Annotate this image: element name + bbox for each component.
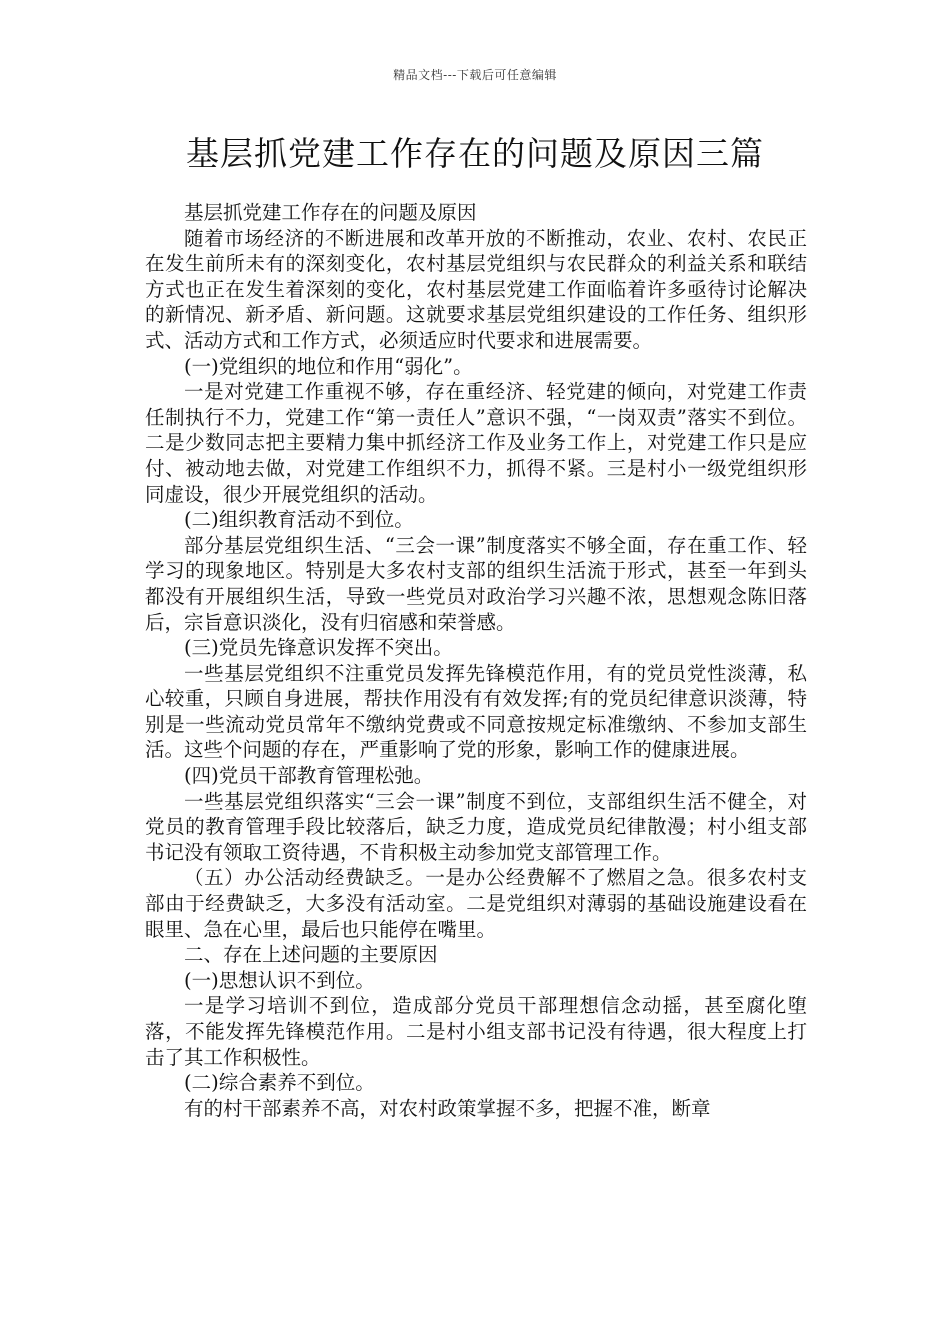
section-heading: (三)党员先锋意识发挥不突出。 bbox=[184, 636, 453, 660]
section-heading: (一)党组织的地位和作用“弱化”。 bbox=[184, 354, 473, 378]
section-heading: 二、存在上述问题的主要原因 bbox=[184, 943, 438, 967]
document-title: 基层抓党建工作存在的问题及原因三篇 bbox=[186, 134, 764, 173]
body-paragraph: （五）办公活动经费缺乏。一是办公经费解不了燃眉之急。很多农村支部由于经费缺乏，大多没有活动室。二是党组织对薄弱的基础设施建设看在眼里、急在心里，最后也只能停在嘴里。 bbox=[145, 866, 807, 941]
section-heading: (一)思想认识不到位。 bbox=[184, 968, 375, 992]
body-paragraph: 一些基层党组织不注重党员发挥先锋模范作用，有的党员党性淡薄，私心较重，只顾自身进展，帮扶作用没有有效发挥;有的党员纪律意识淡薄，特别是一些流动党员常年不缴纳党费或不同意按规定标准缴纳、不参加支部生活。这些个问题的存在，严重影响了党的形象，影响工作的健康进展。 bbox=[145, 661, 807, 762]
page-header-note: 精品文档---下载后可任意编辑 bbox=[393, 68, 557, 82]
body-paragraph: 一是对党建工作重视不够，存在重经济、轻党建的倾向，对党建工作责任制执行不力，党建工作“第一责任人”意识不强，“一岗双责”落实不到位。二是少数同志把主要精力集中抓经济工作及业务工作上，对党建工作只是应付、被动地去做，对党建工作组织不力，抓得不紧。三是村小一级党组织形同虚设，很少开展党组织的活动。 bbox=[145, 380, 807, 506]
body-paragraph: 部分基层党组织生活、“三会一课”制度落实不够全面，存在重工作、轻学习的现象地区。特别是大多农村支部的组织生活流于形式，甚至一年到头都没有开展组织生活，导致一些党员对政治学习兴趣不浓，思想观念陈旧落后，宗旨意识淡化，没有归宿感和荣誉感。 bbox=[145, 533, 807, 634]
body-paragraph: 有的村干部素养不高，对农村政策掌握不多，把握不准，断章 bbox=[184, 1096, 711, 1120]
body-paragraph: 随着市场经济的不断进展和改革开放的不断推动，农业、农村、农民正在发生前所未有的深刻变化，农村基层党组织与农民群众的利益关系和联结方式也正在发生着深刻的变化，农村基层党建工作面临着许多亟待讨论解决的新情况、新矛盾、新问题。这就要求基层党组织建设的工作任务、组织形式、活动方式和工作方式，必须适应时代要求和进展需要。 bbox=[145, 226, 807, 352]
body-paragraph: 一是学习培训不到位，造成部分党员干部理想信念动摇，甚至腐化堕落，不能发挥先锋模范作用。二是村小组支部书记没有待遇，很大程度上打击了其工作积极性。 bbox=[145, 994, 807, 1069]
document-body bbox=[145, 200, 807, 1121]
body-paragraph: 基层抓党建工作存在的问题及原因 bbox=[184, 201, 477, 224]
body-paragraph: 一些基层党组织落实“三会一课”制度不到位，支部组织生活不健全，对党员的教育管理手段比较落后，缺乏力度，造成党员纪律散漫；村小组支部书记没有领取工资待遇，不肯积极主动参加党支部管理工作。 bbox=[145, 789, 807, 864]
section-heading: (二)组织教育活动不到位。 bbox=[184, 508, 414, 532]
section-heading: (四)党员干部教育管理松弛。 bbox=[184, 764, 434, 788]
section-heading: (二)综合素养不到位。 bbox=[184, 1071, 375, 1095]
